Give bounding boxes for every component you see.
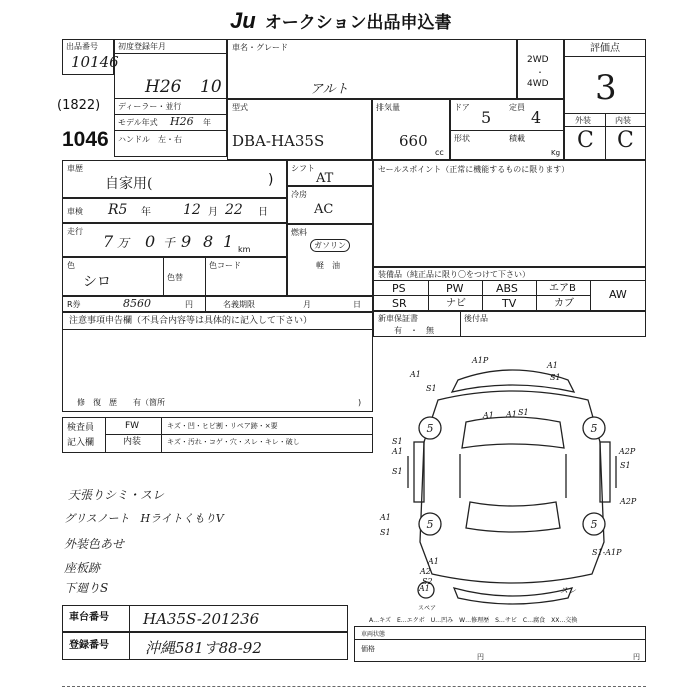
equip-cover: カブ [554, 298, 574, 309]
door-box [450, 99, 564, 160]
ext-label: 外装 [575, 116, 591, 125]
disp-unit: cc [435, 148, 444, 157]
sales-box [373, 160, 646, 267]
inspection-box [62, 198, 287, 223]
mileage-unit: km [238, 245, 251, 254]
weight-unit: Kg [551, 149, 561, 157]
type-box [227, 99, 372, 160]
remark-3: 外装色あせ [64, 537, 125, 551]
svg-text:5: 5 [590, 518, 598, 531]
cooling-value: AC [314, 202, 334, 217]
equip-label: 装備品（純正品に限り〇をつけて下さい） [378, 270, 530, 279]
mileage-d2: 0 [145, 232, 156, 251]
type-value: DBA-HA35S [232, 132, 325, 150]
new-car-options: 有 ・ 無 [394, 326, 434, 335]
inspector-label-2: 記入欄 [67, 438, 95, 448]
spare-value: A1 [419, 584, 430, 593]
disp-box [372, 99, 450, 160]
mileage-d4: 8 [203, 232, 214, 251]
cut-line [62, 686, 646, 687]
damage-mark: A1 [547, 361, 558, 370]
equip-sr: SR [392, 297, 407, 310]
cap-label: 定員 [509, 103, 525, 112]
door-value: 5 [481, 108, 492, 127]
equip-pw: PW [446, 282, 464, 295]
damage-mark: S2 [422, 577, 433, 586]
car-name-label: 車名・グレード [232, 43, 288, 52]
after-market-label: 後付品 [464, 314, 488, 323]
inspection-d: 日 [258, 207, 268, 218]
drive-4wd: 4WD [527, 79, 549, 89]
damage-mark: S1 [426, 384, 437, 393]
inspector-label-1: 検査員 [67, 423, 95, 433]
remark-4: 座板跡 [64, 561, 101, 575]
damage-mark: S1-A1P [592, 548, 622, 557]
legend-price: 価格 [361, 645, 375, 653]
model-year-suffix: 年 [203, 118, 211, 127]
inspection-y: 年 [141, 207, 151, 218]
lot-value: 10146 [71, 53, 119, 71]
interior-label: 内装 [123, 437, 142, 447]
chassis-label: 車台番号 [69, 612, 109, 623]
chassis-value: HA35S-201236 [143, 610, 260, 628]
equip-airbag: エアB [549, 283, 576, 294]
spare-label: スペア [418, 605, 437, 612]
grade-box [564, 39, 646, 160]
color-box [62, 257, 287, 296]
remark-1: 天張りシミ・スレ [68, 488, 165, 502]
legend-line-1: A…キズ E…エクボ U…凹み W…修理歴 S…サビ C…腐食 XX…交換 [369, 617, 578, 624]
fuel-box [287, 224, 373, 296]
car-name-value: アルト [310, 82, 349, 97]
shift-label: シフト [291, 164, 315, 173]
first-reg-era: H26 [145, 77, 182, 97]
color-tone-label: 色替 [167, 273, 183, 282]
repair-close: ) [358, 398, 362, 407]
car-name-box [227, 39, 517, 99]
lot-label: 出品番号 [66, 42, 98, 51]
equip-tv: TV [502, 297, 517, 310]
lot-box [62, 39, 119, 75]
mileage-d3: 9 [181, 232, 192, 251]
dealer-label: ディーラー・並行 [118, 102, 182, 111]
remark-5: 下廻りS [64, 581, 109, 595]
legend-box [354, 617, 646, 662]
equip-navi: ナビ [446, 298, 466, 309]
inspection-year: R5 [108, 202, 128, 218]
brand-logo: Ju [230, 8, 256, 33]
car-diagram [378, 352, 646, 620]
disp-value: 660 [399, 132, 428, 150]
usage-close: ) [268, 172, 274, 188]
shift-box [287, 160, 373, 186]
grade-label: 評価点 [590, 43, 620, 54]
int-value: C [617, 128, 634, 153]
inspection-day: 22 [225, 202, 243, 218]
sales-label: セールスポイント（正常に機能するものに限ります） [378, 165, 570, 174]
inspection-label: 車検 [67, 207, 83, 216]
weight-label: 積載 [509, 134, 525, 143]
damage-mark: S1 [380, 528, 391, 537]
grade-value: 3 [595, 68, 617, 108]
damage-mark: A2 [420, 567, 431, 576]
recycle-label: R券 [67, 300, 81, 309]
interior-items: キズ・汚れ・コゲ・穴・スレ・キレ・破し [167, 438, 300, 446]
recycle-value: 8560 [123, 297, 151, 310]
damage-mark: S1 [620, 461, 631, 470]
cooling-box [287, 186, 373, 224]
damage-mark: A1 [410, 370, 421, 379]
new-car-label: 新車保証書 [378, 314, 418, 323]
fw-label: FW [125, 421, 140, 431]
svg-text:5: 5 [426, 518, 434, 531]
svg-text:5: 5 [426, 422, 434, 435]
drive-box [517, 39, 564, 99]
cooling-label: 冷房 [291, 190, 307, 199]
damage-mark: S1 [392, 437, 403, 446]
color-code-label: 色コード [209, 261, 241, 270]
damage-mark: S1 [550, 373, 561, 382]
ext-value: C [577, 128, 594, 153]
fuel-diesel: 軽 油 [316, 261, 340, 270]
notes-label: 注意事項申告欄（不具合内容等は具体的に記入して下さい） [69, 316, 313, 326]
remark-2: グリスノート HライトくもりV [64, 512, 224, 525]
damage-mark: スレ [560, 586, 576, 595]
transfer-month: 月 [303, 300, 311, 309]
model-year-value: H26 [170, 115, 194, 128]
notes-box [62, 312, 373, 412]
fuel-label: 燃料 [291, 228, 307, 237]
handle-label: ハンドル 左・右 [118, 135, 182, 144]
plate-value: 沖縄581す88-92 [145, 639, 262, 657]
first-reg-month: 10 [200, 77, 222, 97]
transfer-label: 名義期限 [223, 300, 255, 309]
damage-mark: A1 [392, 447, 403, 456]
fuel-gas: ガソリン [310, 239, 350, 252]
first-reg-label: 初度登録年月 [118, 42, 166, 51]
damage-mark: A1P [472, 356, 489, 365]
equip-ps: PS [392, 282, 406, 295]
mileage-label: 走行 [67, 227, 83, 236]
repair-label: 修 復 歴 有（箇所 [77, 398, 165, 407]
damage-mark: A1 [380, 513, 391, 522]
drive-dot: ・ [536, 68, 544, 77]
usage-value: 自家用( [105, 176, 153, 192]
equip-abs: ABS [496, 282, 518, 295]
inspection-month: 12 [183, 202, 201, 218]
inspection-m: 月 [208, 207, 218, 218]
form-title: オークション出品申込書 [264, 13, 452, 33]
code-label: (1822) [57, 98, 101, 113]
color-value: シロ [83, 274, 111, 290]
damage-mark: A2P [620, 497, 637, 506]
transfer-day: 日 [353, 300, 361, 309]
model-year-label: モデル年式 [118, 118, 158, 127]
cap-value: 4 [531, 108, 542, 127]
reg-box [114, 39, 227, 157]
legend-line-2: 車両状態 [361, 631, 386, 638]
legend-yen-2: 円 [633, 653, 640, 661]
inspector-box [62, 417, 373, 453]
damage-mark: A1 [428, 557, 439, 566]
plate-label: 登録番号 [69, 640, 109, 651]
mileage-u2: 千 [163, 236, 176, 250]
int-label: 内装 [615, 116, 631, 125]
door-label: ドア [454, 103, 470, 112]
chassis-box [62, 605, 348, 632]
fw-items: キズ・凹・ヒビ割・リペア跡・×要 [167, 422, 278, 430]
mileage-d5: 1 [223, 232, 234, 251]
usage-label: 車歴 [67, 164, 83, 173]
lot-number: 1046 [62, 128, 109, 151]
damage-mark: S1 [392, 467, 403, 476]
damage-mark: A1 [483, 411, 494, 420]
mileage-d1: 7 [103, 232, 114, 251]
equip-aw: AW [609, 288, 627, 301]
usage-box [62, 160, 287, 198]
drive-2wd: 2WD [527, 55, 549, 65]
damage-mark: A2P [619, 447, 636, 456]
plate-box [62, 632, 348, 660]
svg-text:5: 5 [590, 422, 598, 435]
damage-mark: A1 [506, 410, 517, 419]
mileage-u1: 万 [117, 236, 130, 250]
new-car-box [373, 311, 646, 337]
disp-label: 排気量 [376, 103, 400, 112]
equip-box [373, 267, 646, 311]
type-label: 型式 [232, 103, 248, 112]
legend-yen-1: 円 [477, 653, 484, 661]
shift-value: AT [316, 171, 334, 186]
damage-mark: S1 [518, 408, 529, 417]
shape-label: 形状 [454, 134, 470, 143]
recycle-box [62, 296, 373, 312]
header [230, 8, 490, 34]
color-label: 色 [67, 261, 75, 270]
mileage-box [62, 223, 287, 257]
recycle-unit: 円 [185, 300, 193, 309]
